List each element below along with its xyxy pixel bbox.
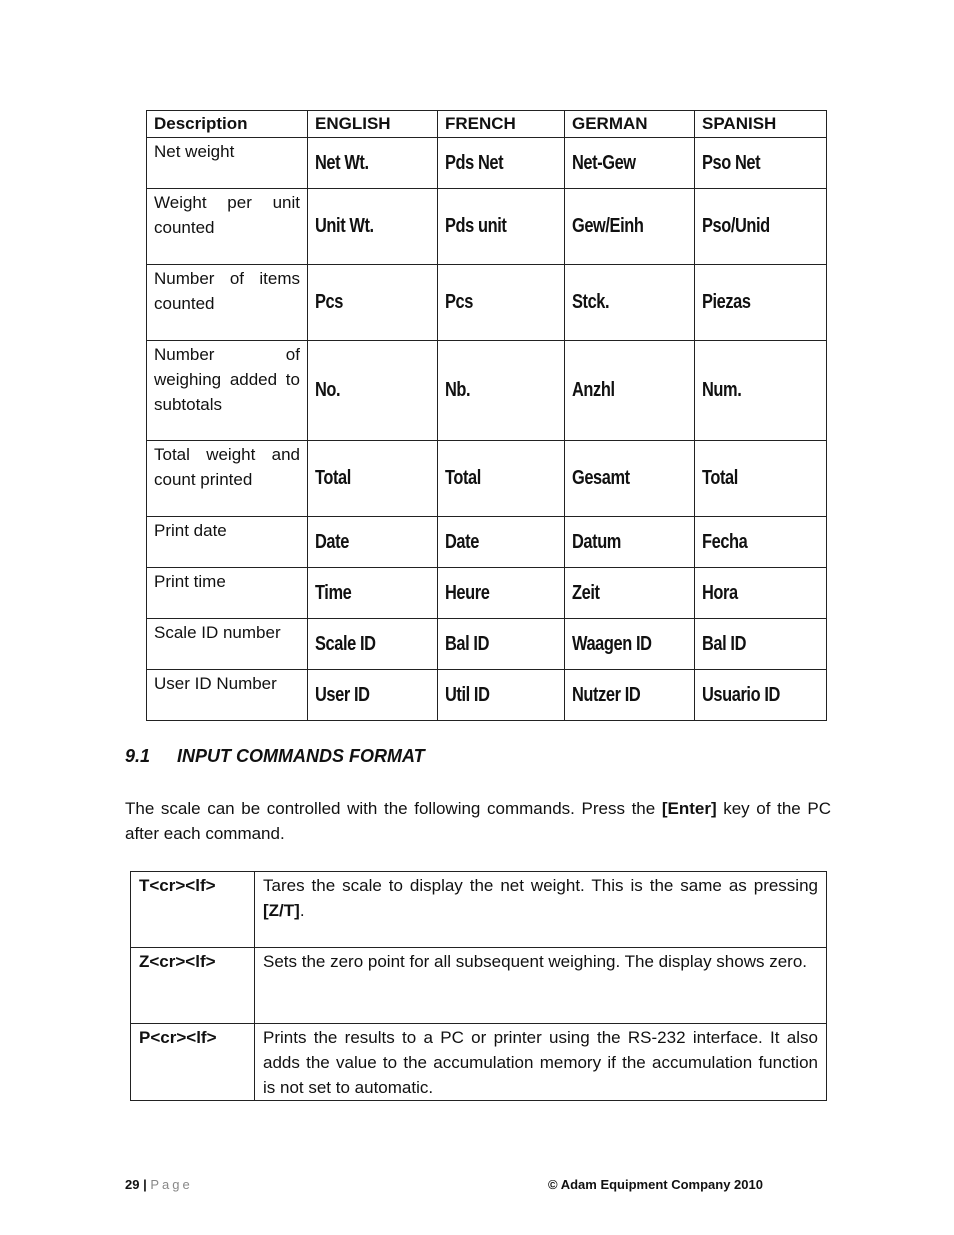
term-french: Nb.	[438, 341, 565, 441]
term-english: Unit Wt.	[308, 189, 438, 265]
term-spanish: Bal ID	[695, 619, 827, 670]
section-number: 9.1	[125, 746, 151, 766]
term-spanish: Piezas	[695, 265, 827, 341]
term-german: Gesamt	[565, 441, 695, 517]
term-french: Pds Net	[438, 138, 565, 189]
term-french: Util ID	[438, 670, 565, 721]
table-row	[131, 948, 827, 1024]
row-description: Print date	[147, 517, 308, 568]
term-english: User ID	[308, 670, 438, 721]
section-title: INPUT COMMANDS FORMAT	[177, 746, 425, 766]
term-english: Pcs	[308, 265, 438, 341]
term-german: Zeit	[565, 568, 695, 619]
term-spanish: Total	[695, 441, 827, 517]
command-code: Z<cr><lf>	[131, 948, 255, 1024]
header-description: Description	[147, 111, 308, 138]
row-description: Number of weighing added to subtotals	[147, 341, 308, 441]
page-footer-number	[125, 1177, 193, 1192]
term-spanish: Fecha	[695, 517, 827, 568]
table-row	[131, 1024, 827, 1101]
footer-separator: |	[143, 1177, 147, 1192]
term-french: Total	[438, 441, 565, 517]
term-english: Total	[308, 441, 438, 517]
term-german: Datum	[565, 517, 695, 568]
term-english: Scale ID	[308, 619, 438, 670]
intro-paragraph	[125, 796, 831, 846]
row-description: Number of items counted	[147, 265, 308, 341]
table-row	[131, 872, 827, 948]
command-description: Tares the scale to display the net weight. This is the same as pressing [Z/T].	[255, 872, 827, 948]
row-description: Weight per unit counted	[147, 189, 308, 265]
row-description: User ID Number	[147, 670, 308, 721]
command-description: Prints the results to a PC or printer using the RS-232 interface. It also adds the value to the accumulation memory if the accumulation function is not set to automatic.	[255, 1024, 827, 1101]
commands-table	[130, 871, 827, 1101]
term-german: Gew/Einh	[565, 189, 695, 265]
table-row	[147, 619, 827, 670]
term-german: Nutzer ID	[565, 670, 695, 721]
header-english: ENGLISH	[308, 111, 438, 138]
term-english: Net Wt.	[308, 138, 438, 189]
row-description: Net weight	[147, 138, 308, 189]
table-row	[147, 568, 827, 619]
table-row	[147, 341, 827, 441]
term-french: Pcs	[438, 265, 565, 341]
command-description: Sets the zero point for all subsequent weighing. The display shows zero.	[255, 948, 827, 1024]
row-description: Total weight and count printed	[147, 441, 308, 517]
term-german: Anzhl	[565, 341, 695, 441]
page-number: 29	[125, 1177, 140, 1192]
term-french: Heure	[438, 568, 565, 619]
header-french: FRENCH	[438, 111, 565, 138]
term-english: Time	[308, 568, 438, 619]
page-label: Page	[150, 1177, 193, 1192]
row-description: Scale ID number	[147, 619, 308, 670]
term-spanish: Usuario ID	[695, 670, 827, 721]
term-german: Net-Gew	[565, 138, 695, 189]
table-row	[147, 189, 827, 265]
table-row	[147, 138, 827, 189]
table-row	[147, 441, 827, 517]
intro-text-end: key of the PC after each command.	[125, 799, 831, 843]
term-spanish: Pso/Unid	[695, 189, 827, 265]
enter-key-label: [Enter]	[661, 799, 717, 818]
table-header-row	[147, 111, 827, 138]
term-german: Stck.	[565, 265, 695, 341]
term-spanish: Pso Net	[695, 138, 827, 189]
command-code: P<cr><lf>	[131, 1024, 255, 1101]
table-row	[147, 670, 827, 721]
translation-table	[146, 110, 827, 721]
footer-copyright: © Adam Equipment Company 2010	[548, 1177, 763, 1192]
term-french: Date	[438, 517, 565, 568]
term-english: No.	[308, 341, 438, 441]
term-spanish: Hora	[695, 568, 827, 619]
term-french: Bal ID	[438, 619, 565, 670]
header-spanish: SPANISH	[695, 111, 827, 138]
term-german: Waagen ID	[565, 619, 695, 670]
table-row	[147, 517, 827, 568]
table-row	[147, 265, 827, 341]
command-code: T<cr><lf>	[131, 872, 255, 948]
intro-text: The scale can be controlled with the following commands. Press the	[125, 799, 662, 818]
row-description: Print time	[147, 568, 308, 619]
section-heading	[125, 746, 425, 767]
header-german: GERMAN	[565, 111, 695, 138]
term-english: Date	[308, 517, 438, 568]
term-french: Pds unit	[438, 189, 565, 265]
term-spanish: Num.	[695, 341, 827, 441]
